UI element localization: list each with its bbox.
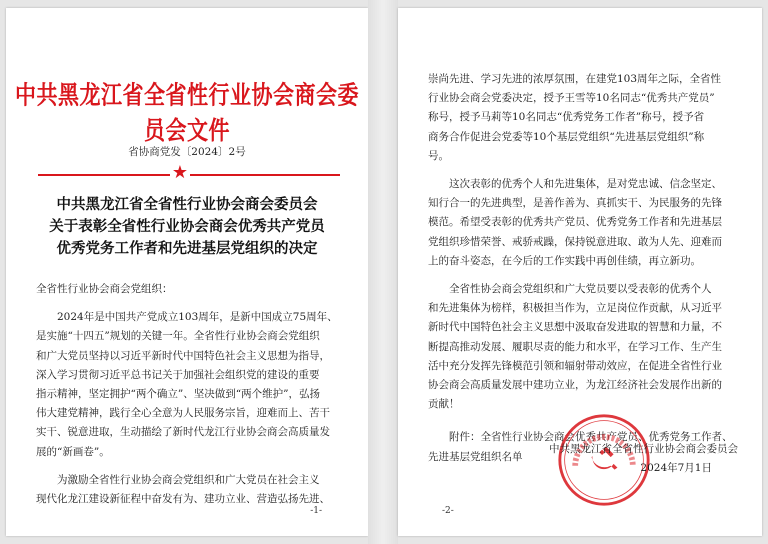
text-line: 模范。希望受表彰的优秀共产党员、优秀党务工作者和先进基层 bbox=[428, 216, 722, 229]
text-line: 先进基层党组织名单 bbox=[428, 450, 523, 463]
paragraph-4 bbox=[428, 280, 734, 414]
text-line: 行业协会商会党委决定，授予王雪等10名同志“优秀共产党员” bbox=[428, 92, 715, 105]
signing-date: 2024年7月1日 bbox=[640, 462, 712, 474]
signing-organization: 中共黑龙江省全省性行业协会商会委员会 bbox=[549, 443, 738, 455]
text-line: 协会商会高质量发展中建功立业，为龙江经济社会发展作出新的 bbox=[428, 379, 722, 392]
page-number: -2- bbox=[442, 506, 454, 516]
signature-block bbox=[498, 440, 738, 478]
red-divider-left bbox=[38, 174, 170, 176]
text-line: 和先进集体为榜样，积极担当作为，立足岗位作贡献，从习近平 bbox=[428, 302, 722, 315]
text-line: 称号，授予马莉等10名同志“优秀党务工作者”称号，授予省 bbox=[428, 111, 705, 124]
page-2-body bbox=[428, 70, 734, 467]
text-line: 现代化龙江建设新征程中奋发有为、建功立业、营造弘扬先进、 bbox=[36, 493, 330, 506]
document-number: 省协商党发〔2024〕2号 bbox=[128, 146, 246, 158]
text-line: 深入学习贯彻习近平总书记关于加强社会组织党的建设的重要 bbox=[36, 368, 320, 381]
text-line: 商务合作促进会党委等10个基层党组织“先进基层党组织”称 bbox=[428, 130, 705, 143]
text-line: 附件：全省性行业协会商会优秀共产党员、优秀党务工作者、 bbox=[449, 431, 733, 444]
text-line: 活中充分发挥先锋模范引领和辐射带动效应，在促进全省性行业 bbox=[428, 359, 722, 372]
red-masthead: 中共黑龙江省全省性行业协会商会委员会文件 bbox=[15, 81, 359, 146]
text-line: 指示精神，坚定拥护“两个确立”、坚决做到“两个维护”，弘扬 bbox=[36, 388, 320, 401]
paragraph-2 bbox=[36, 471, 342, 509]
page-1 bbox=[6, 8, 368, 536]
text-line: 新时代中国特色社会主义思想中汲取奋发进取的智慧和力量，不 bbox=[428, 321, 722, 334]
document-title bbox=[6, 194, 368, 260]
title-line-2: 关于表彰全省性行业协会商会优秀共产党员 bbox=[49, 219, 325, 235]
binding-gutter bbox=[368, 0, 398, 544]
title-line-1: 中共黑龙江省全省性行业协会商会委员会 bbox=[56, 197, 318, 213]
text-line: 为激励全省性行业协会商会党组织和广大党员在社会主义 bbox=[57, 473, 320, 486]
text-line: 党组织珍惜荣誉、戒骄戒躁，保持锐意进取、敢为人先、迎难而 bbox=[428, 235, 722, 248]
text-line: 贡献！ bbox=[428, 398, 460, 411]
page-number: -1- bbox=[310, 506, 322, 516]
page-1-body bbox=[36, 280, 342, 509]
text-line: 2024年是中国共产党成立103周年，是新中国成立75周年、 bbox=[57, 311, 338, 324]
text-line: 是实施“十四五”规划的关键一年。全省性行业协会商会党组织 bbox=[36, 330, 320, 343]
paragraph-continued bbox=[428, 70, 734, 166]
text-line: 上的奋斗姿态，在今后的工作实践中再创佳绩，再立新功。 bbox=[428, 254, 701, 267]
text-line: 实干、锐意进取，生动描绘了新时代龙江行业协会商会高质量发 bbox=[36, 426, 330, 439]
text-line: 号。 bbox=[428, 149, 449, 162]
paragraph-1 bbox=[36, 308, 342, 462]
text-line: 这次表彰的优秀个人和先进集体，是对党忠诚、信念坚定、 bbox=[449, 178, 722, 191]
text-line: 崇尚先进、学习先进的浓厚氛围，在建党103周年之际，全省性 bbox=[428, 73, 722, 85]
text-line: 全省性协会商会党组织和广大党员要以受表彰的优秀个人 bbox=[449, 283, 712, 296]
red-star-icon: ★ bbox=[171, 162, 189, 183]
salutation: 全省性行业协会商会党组织： bbox=[36, 283, 173, 295]
text-line: 断提高推动发展、履职尽责的能力和水平，在学习工作、生产生 bbox=[428, 340, 722, 353]
text-line: 伟大建党精神，践行全心全意为人民服务宗旨，迎难而上、苦干 bbox=[36, 407, 330, 420]
title-line-3: 优秀党务工作者和先进基层党组织的决定 bbox=[56, 241, 318, 257]
text-line: 知行合一的先进典型，是善作善为、真抓实干、为民服务的先锋 bbox=[428, 197, 722, 210]
text-line: 展的“新画卷”。 bbox=[36, 445, 110, 458]
paragraph-3 bbox=[428, 175, 734, 271]
red-divider-right bbox=[190, 174, 340, 176]
text-line: 和广大党员坚持以习近平新时代中国特色社会主义思想为指导， bbox=[36, 349, 330, 362]
page-2 bbox=[398, 8, 762, 536]
